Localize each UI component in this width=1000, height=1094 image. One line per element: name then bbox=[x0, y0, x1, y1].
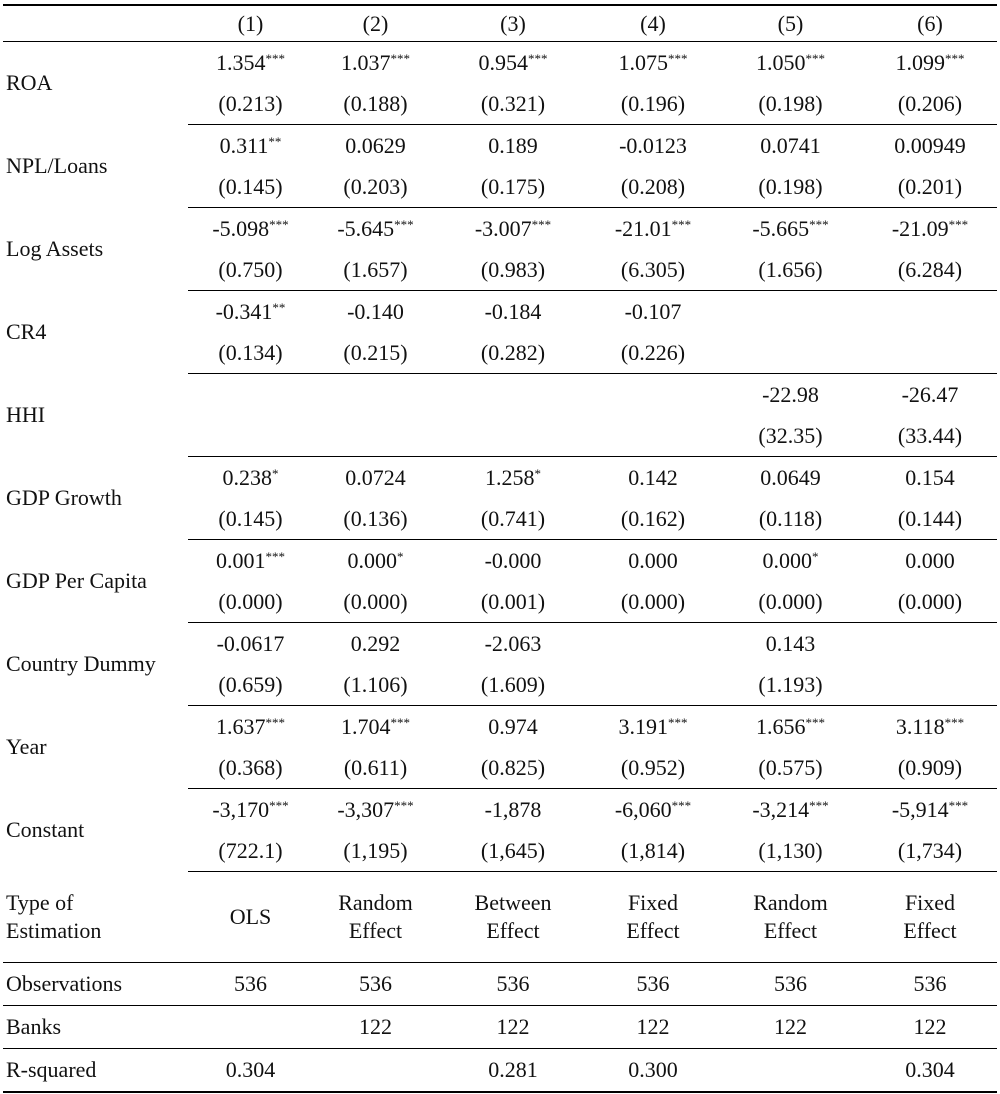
coef-value: 1.704 bbox=[341, 713, 391, 739]
variable-label: NPL/Loans bbox=[6, 153, 108, 178]
se-cell: (0.750) bbox=[188, 249, 313, 291]
coef-value: -21.01 bbox=[614, 215, 672, 241]
se-cell: (0.144) bbox=[863, 498, 997, 540]
variable-label: GDP Growth bbox=[6, 485, 122, 510]
significance-stars: *** bbox=[809, 216, 829, 232]
se-cell: (0.118) bbox=[718, 498, 863, 540]
coef-value: -0.107 bbox=[624, 298, 682, 324]
se-cell: (722.1) bbox=[188, 830, 313, 872]
table-header bbox=[3, 5, 997, 42]
estimation-line: OLS bbox=[229, 904, 272, 929]
coef-cell bbox=[863, 789, 997, 831]
coef-cell bbox=[188, 208, 313, 250]
coef-cell bbox=[588, 42, 718, 84]
se-cell: (33.44) bbox=[863, 415, 997, 457]
se-cell: (0.575) bbox=[718, 747, 863, 789]
coef-cell bbox=[313, 291, 438, 333]
stat-label: R-squared bbox=[3, 1049, 188, 1093]
coef-cell bbox=[718, 457, 863, 499]
stat-row bbox=[3, 1006, 997, 1049]
coef-value: 0.000 bbox=[347, 547, 397, 573]
coef-cell bbox=[588, 623, 718, 665]
stat-cell: 122 bbox=[313, 1006, 438, 1049]
significance-stars: *** bbox=[805, 714, 825, 730]
coef-cell bbox=[863, 457, 997, 499]
estimation-line: Effect bbox=[763, 918, 818, 943]
se-cell: (0.136) bbox=[313, 498, 438, 540]
significance-stars: ** bbox=[268, 133, 282, 149]
coef-value: 0.000 bbox=[905, 547, 955, 573]
coef-row bbox=[3, 291, 997, 333]
se-cell: (0.001) bbox=[438, 581, 588, 623]
coef-cell bbox=[863, 706, 997, 748]
coef-cell bbox=[313, 789, 438, 831]
se-cell: (1,195) bbox=[313, 830, 438, 872]
se-cell: (0.206) bbox=[863, 83, 997, 125]
coef-value: 1.656 bbox=[756, 713, 806, 739]
significance-stars: *** bbox=[671, 216, 692, 232]
coef-cell bbox=[188, 540, 313, 582]
variable-label: Country Dummy bbox=[6, 651, 156, 676]
coef-cell bbox=[718, 540, 863, 582]
coef-row bbox=[3, 42, 997, 84]
stat-cell: 0.304 bbox=[188, 1049, 313, 1093]
se-cell bbox=[313, 415, 438, 457]
se-cell: (0.659) bbox=[188, 664, 313, 706]
variable-label: Year bbox=[6, 734, 47, 759]
coef-value: -1,878 bbox=[484, 796, 542, 822]
significance-stars: *** bbox=[668, 50, 688, 66]
stat-cell: 0.281 bbox=[438, 1049, 588, 1093]
significance-stars: *** bbox=[671, 797, 692, 813]
estimation-line: Between bbox=[474, 890, 552, 915]
coef-value: -0.140 bbox=[347, 298, 404, 324]
se-cell bbox=[863, 664, 997, 706]
estimation-cell bbox=[863, 872, 997, 963]
estimation-line: Effect bbox=[486, 918, 540, 943]
coef-cell bbox=[313, 374, 438, 416]
coef-cell bbox=[438, 623, 588, 665]
stat-cell bbox=[313, 1049, 438, 1093]
stat-row bbox=[3, 1049, 997, 1093]
coef-value: 3.191 bbox=[618, 713, 668, 739]
coef-value: 0.238 bbox=[222, 464, 272, 490]
coef-cell bbox=[863, 374, 997, 416]
significance-stars: * bbox=[534, 465, 541, 481]
se-cell: (0.203) bbox=[313, 166, 438, 208]
se-cell bbox=[718, 332, 863, 374]
coef-cell bbox=[718, 706, 863, 748]
coef-value: -6,060 bbox=[614, 796, 672, 822]
se-cell: (0.000) bbox=[718, 581, 863, 623]
column-header: (2) bbox=[313, 5, 438, 42]
coef-value: 1.037 bbox=[341, 49, 391, 75]
estimation-cell bbox=[718, 872, 863, 963]
estimation-cell bbox=[438, 872, 588, 963]
coef-value: -5.665 bbox=[752, 215, 810, 241]
significance-stars: *** bbox=[265, 714, 285, 730]
significance-stars: *** bbox=[269, 797, 289, 813]
significance-stars: * bbox=[272, 465, 279, 481]
coef-cell bbox=[438, 374, 588, 416]
significance-stars: *** bbox=[809, 797, 829, 813]
se-cell: (1.609) bbox=[438, 664, 588, 706]
se-cell: (0.134) bbox=[188, 332, 313, 374]
coef-value: 1.075 bbox=[618, 49, 668, 75]
se-cell: (0.198) bbox=[718, 83, 863, 125]
coef-row bbox=[3, 374, 997, 416]
coef-cell bbox=[188, 42, 313, 84]
se-cell: (0.188) bbox=[313, 83, 438, 125]
se-cell: (32.35) bbox=[718, 415, 863, 457]
stat-cell: 122 bbox=[718, 1006, 863, 1049]
coef-cell bbox=[588, 125, 718, 167]
coef-cell bbox=[718, 789, 863, 831]
stat-row bbox=[3, 963, 997, 1006]
se-cell: (1.106) bbox=[313, 664, 438, 706]
coef-value: -0.0617 bbox=[216, 630, 285, 656]
se-cell: (0.368) bbox=[188, 747, 313, 789]
significance-stars: *** bbox=[394, 797, 414, 813]
coef-row bbox=[3, 789, 997, 831]
significance-stars: *** bbox=[668, 714, 688, 730]
se-cell: (0.145) bbox=[188, 166, 313, 208]
se-cell: (0.196) bbox=[588, 83, 718, 125]
stat-cell: 122 bbox=[588, 1006, 718, 1049]
se-cell: (0.213) bbox=[188, 83, 313, 125]
se-cell: (0.282) bbox=[438, 332, 588, 374]
se-cell: (0.741) bbox=[438, 498, 588, 540]
se-cell: (0.000) bbox=[588, 581, 718, 623]
coef-cell bbox=[718, 291, 863, 333]
coef-cell bbox=[188, 789, 313, 831]
stat-cell: 536 bbox=[718, 963, 863, 1006]
se-cell: (1,130) bbox=[718, 830, 863, 872]
significance-stars: *** bbox=[528, 50, 548, 66]
se-cell: (0.321) bbox=[438, 83, 588, 125]
coef-value: 1.258 bbox=[485, 464, 535, 490]
coef-cell bbox=[588, 291, 718, 333]
significance-stars: *** bbox=[805, 50, 825, 66]
coef-cell bbox=[438, 540, 588, 582]
coef-value: 1.637 bbox=[216, 713, 266, 739]
coef-cell bbox=[188, 125, 313, 167]
estimation-label-line: Estimation bbox=[6, 917, 102, 943]
coef-cell bbox=[313, 42, 438, 84]
se-cell: (0.175) bbox=[438, 166, 588, 208]
se-cell bbox=[188, 415, 313, 457]
estimation-row bbox=[3, 872, 997, 963]
variable-label: HHI bbox=[6, 402, 46, 427]
coef-value: 1.354 bbox=[216, 49, 266, 75]
coef-value: -0.0123 bbox=[619, 132, 687, 158]
coef-row bbox=[3, 208, 997, 250]
coef-row bbox=[3, 540, 997, 582]
estimation-line: Random bbox=[338, 890, 413, 915]
estimation-label bbox=[3, 872, 188, 963]
variable-label: CR4 bbox=[6, 319, 47, 344]
se-cell: (0.983) bbox=[438, 249, 588, 291]
coef-value: 0.189 bbox=[488, 132, 538, 158]
coef-cell bbox=[718, 42, 863, 84]
se-cell: (0.000) bbox=[188, 581, 313, 623]
significance-stars: *** bbox=[269, 216, 289, 232]
coef-value: 0.000 bbox=[628, 547, 678, 573]
coef-value: 0.00949 bbox=[894, 132, 966, 158]
coef-value: 0.311 bbox=[219, 132, 269, 158]
coef-cell bbox=[588, 706, 718, 748]
regression-table bbox=[3, 4, 997, 1093]
coef-value: 0.154 bbox=[905, 464, 955, 490]
coef-cell bbox=[588, 789, 718, 831]
significance-stars: * bbox=[812, 548, 819, 564]
se-cell: (0.215) bbox=[313, 332, 438, 374]
coef-value: -0.341 bbox=[215, 298, 273, 324]
estimation-line: Random bbox=[753, 890, 828, 915]
significance-stars: * bbox=[397, 548, 404, 564]
coef-value: -2.063 bbox=[484, 630, 542, 656]
coef-value: 0.142 bbox=[628, 464, 678, 490]
column-header: (6) bbox=[863, 5, 997, 42]
significance-stars: *** bbox=[390, 50, 410, 66]
stat-cell: 122 bbox=[863, 1006, 997, 1049]
se-cell: (0.000) bbox=[863, 581, 997, 623]
se-cell: (0.611) bbox=[313, 747, 438, 789]
coef-cell bbox=[438, 457, 588, 499]
column-header: (5) bbox=[718, 5, 863, 42]
coef-value: -5.098 bbox=[212, 215, 270, 241]
se-cell: (0.198) bbox=[718, 166, 863, 208]
significance-stars: *** bbox=[265, 548, 285, 564]
stat-cell: 122 bbox=[438, 1006, 588, 1049]
coef-cell bbox=[313, 540, 438, 582]
coef-row bbox=[3, 623, 997, 665]
significance-stars: *** bbox=[948, 216, 969, 232]
stat-label: Banks bbox=[3, 1006, 188, 1049]
coef-value: -26.47 bbox=[901, 381, 959, 407]
se-cell: (1,645) bbox=[438, 830, 588, 872]
significance-stars: ** bbox=[272, 299, 286, 315]
coef-value: 0.974 bbox=[488, 713, 538, 739]
stat-cell: 536 bbox=[588, 963, 718, 1006]
column-header: (1) bbox=[188, 5, 313, 42]
estimation-cell bbox=[313, 872, 438, 963]
coef-cell bbox=[188, 457, 313, 499]
coef-value: 0.143 bbox=[765, 630, 816, 656]
coef-cell bbox=[863, 42, 997, 84]
coef-value: 0.0649 bbox=[760, 464, 821, 490]
se-cell: (6.284) bbox=[863, 249, 997, 291]
significance-stars: *** bbox=[531, 216, 552, 232]
table-body bbox=[3, 42, 997, 1093]
significance-stars: *** bbox=[944, 714, 965, 730]
se-cell: (0.208) bbox=[588, 166, 718, 208]
se-cell: (0.000) bbox=[313, 581, 438, 623]
coef-cell bbox=[718, 374, 863, 416]
coef-cell bbox=[718, 125, 863, 167]
stat-cell: 0.300 bbox=[588, 1049, 718, 1093]
se-cell bbox=[588, 664, 718, 706]
header-row bbox=[3, 5, 997, 42]
significance-stars: *** bbox=[945, 50, 965, 66]
estimation-line: Effect bbox=[903, 918, 957, 943]
coef-row bbox=[3, 125, 997, 167]
coef-value: -22.98 bbox=[762, 381, 819, 407]
se-cell: (0.201) bbox=[863, 166, 997, 208]
coef-cell bbox=[718, 623, 863, 665]
coef-row bbox=[3, 706, 997, 748]
se-cell: (1,814) bbox=[588, 830, 718, 872]
coef-cell bbox=[188, 291, 313, 333]
coef-cell bbox=[588, 540, 718, 582]
stat-label: Observations bbox=[3, 963, 188, 1006]
se-cell: (0.909) bbox=[863, 747, 997, 789]
se-cell bbox=[588, 415, 718, 457]
se-cell: (0.162) bbox=[588, 498, 718, 540]
estimation-line: Fixed bbox=[904, 890, 956, 915]
coef-value: -5.645 bbox=[337, 215, 395, 241]
coef-value: 1.099 bbox=[895, 49, 945, 75]
coef-value: -3,307 bbox=[337, 796, 395, 822]
estimation-line: Fixed bbox=[627, 890, 679, 915]
se-cell: (0.825) bbox=[438, 747, 588, 789]
coef-value: 0.292 bbox=[350, 630, 401, 656]
coef-value: 3.118 bbox=[895, 713, 945, 739]
coef-cell bbox=[438, 125, 588, 167]
se-cell: (1.656) bbox=[718, 249, 863, 291]
coef-value: -3,170 bbox=[212, 796, 270, 822]
se-cell: (0.226) bbox=[588, 332, 718, 374]
coef-cell bbox=[313, 623, 438, 665]
se-cell: (1.193) bbox=[718, 664, 863, 706]
estimation-line: Effect bbox=[348, 918, 403, 943]
coef-cell bbox=[438, 291, 588, 333]
coef-cell bbox=[438, 208, 588, 250]
stat-cell: 536 bbox=[438, 963, 588, 1006]
stat-cell bbox=[718, 1049, 863, 1093]
column-header: (3) bbox=[438, 5, 588, 42]
coef-cell bbox=[863, 125, 997, 167]
coef-value: 0.0741 bbox=[760, 132, 821, 158]
estimation-cell bbox=[188, 872, 313, 963]
coef-cell bbox=[313, 706, 438, 748]
coef-cell bbox=[438, 706, 588, 748]
variable-label: Log Assets bbox=[6, 236, 104, 261]
variable-label: Constant bbox=[6, 817, 85, 842]
stat-cell bbox=[188, 1006, 313, 1049]
coef-value: -3.007 bbox=[474, 215, 532, 241]
coef-cell bbox=[313, 457, 438, 499]
coef-value: -5,914 bbox=[891, 796, 949, 822]
coef-cell bbox=[718, 208, 863, 250]
coef-cell bbox=[438, 42, 588, 84]
coef-cell bbox=[313, 208, 438, 250]
column-header: (4) bbox=[588, 5, 718, 42]
coef-value: 0.001 bbox=[216, 547, 266, 573]
coef-value: -3,214 bbox=[752, 796, 810, 822]
coef-cell bbox=[313, 125, 438, 167]
coef-value: 0.954 bbox=[478, 49, 528, 75]
coef-value: 0.0724 bbox=[345, 464, 406, 490]
coef-value: -0.000 bbox=[484, 547, 542, 573]
variable-label: ROA bbox=[6, 70, 53, 96]
coef-value: 0.0629 bbox=[345, 132, 406, 158]
significance-stars: *** bbox=[265, 50, 285, 66]
coef-value: -21.09 bbox=[891, 215, 949, 241]
stat-cell: 0.304 bbox=[863, 1049, 997, 1093]
stat-cell: 536 bbox=[313, 963, 438, 1006]
se-cell: (1.657) bbox=[313, 249, 438, 291]
variable-label: GDP Per Capita bbox=[6, 568, 147, 593]
coef-cell bbox=[188, 623, 313, 665]
stat-cell: 536 bbox=[863, 963, 997, 1006]
se-cell: (6.305) bbox=[588, 249, 718, 291]
coef-cell bbox=[863, 208, 997, 250]
coef-cell bbox=[863, 540, 997, 582]
estimation-cell bbox=[588, 872, 718, 963]
se-cell: (0.145) bbox=[188, 498, 313, 540]
coef-value: 1.050 bbox=[756, 49, 806, 75]
significance-stars: *** bbox=[394, 216, 414, 232]
se-cell: (0.952) bbox=[588, 747, 718, 789]
significance-stars: *** bbox=[390, 714, 410, 730]
coef-cell bbox=[188, 706, 313, 748]
se-cell bbox=[438, 415, 588, 457]
estimation-line: Effect bbox=[626, 918, 680, 943]
coef-cell bbox=[863, 623, 997, 665]
coef-cell bbox=[588, 208, 718, 250]
coef-row bbox=[3, 457, 997, 499]
coef-cell bbox=[588, 457, 718, 499]
se-cell bbox=[863, 332, 997, 374]
se-cell: (1,734) bbox=[863, 830, 997, 872]
coef-cell bbox=[863, 291, 997, 333]
coef-value: -0.184 bbox=[484, 298, 542, 324]
coef-value: 0.000 bbox=[762, 547, 812, 573]
significance-stars: *** bbox=[948, 797, 969, 813]
coef-cell bbox=[188, 374, 313, 416]
coef-cell bbox=[438, 789, 588, 831]
coef-cell bbox=[588, 374, 718, 416]
stat-cell: 536 bbox=[188, 963, 313, 1006]
column-header bbox=[3, 5, 188, 42]
estimation-label-line: Type of bbox=[6, 889, 74, 915]
